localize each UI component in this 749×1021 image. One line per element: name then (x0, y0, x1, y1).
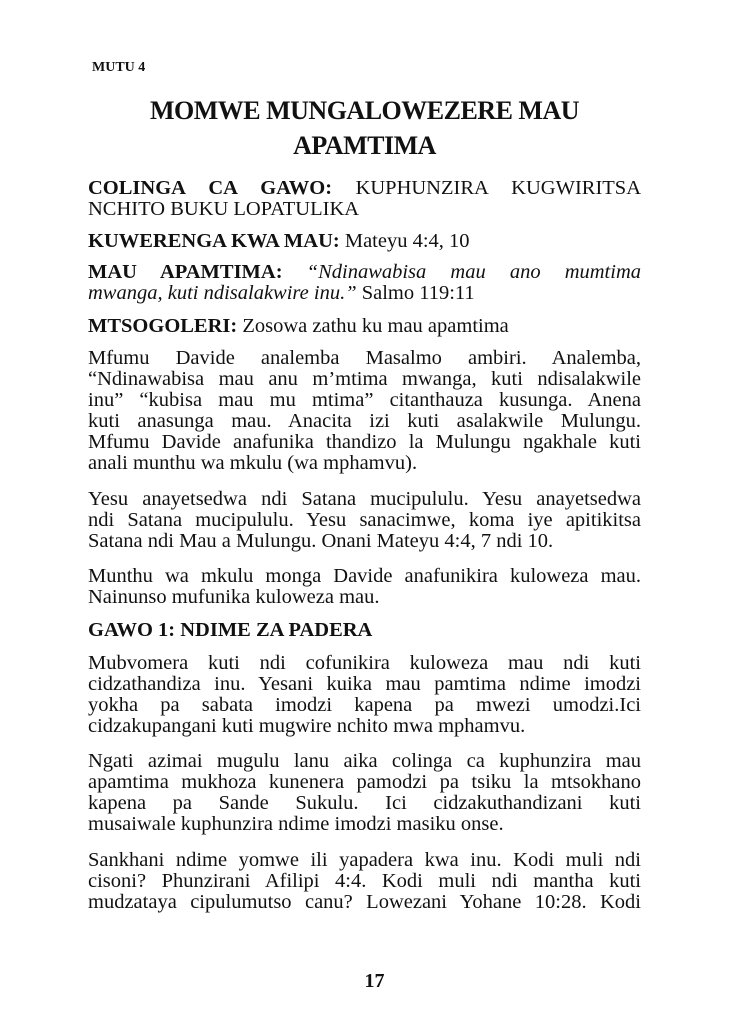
page-number: 17 (364, 970, 385, 992)
paragraph-2 (88, 489, 641, 552)
text-line: apamtima mukhoza kunenera pamodzi pa tsiku la mtsokhano (88, 771, 641, 793)
memory-verse (88, 262, 641, 304)
objective-text-2: NCHITO BUKU LOPATULIKA (88, 198, 360, 220)
reading-text: Mateyu 4:4, 10 (344, 230, 470, 252)
text-line: Yesu anayetsedwa ndi Satana mucipululu. Yesu anayetsedwa (88, 488, 641, 510)
lesson-objective (88, 178, 641, 220)
text-line: anali munthu wa mkulu (wa mphamvu). (88, 452, 418, 474)
page-title-line2: APAMTIMA (293, 131, 436, 160)
intro-text: Zosowa zathu ku mau apamtima (242, 315, 509, 337)
memory-verse-quote-2: mwanga, kuti ndisalakwire inu.” (88, 282, 357, 304)
paragraph-3 (88, 566, 641, 608)
text-line: yokha pa sabata imodzi kapena pa mwezi umodzi.Ici (88, 694, 641, 716)
memory-verse-ref: Salmo 119:11 (361, 282, 475, 304)
text-line: cisoni? Phunzirani Afilipi 4:4. Kodi muli ndi mantha kuti (88, 870, 641, 892)
text-line: kapena pa Sande Sukulu. Ici cidzakuthandizani kuti (88, 792, 641, 814)
text-line: ndi Satana mucipululu. Yesu sanacimwe, koma iye apitikitsa (88, 509, 641, 531)
text-line: inu” “kubisa mau mu mtima” citanthauza kusunga. Anena (88, 389, 641, 411)
text-line: Munthu wa mkulu monga Davide anafunikira kuloweza mau. (88, 565, 641, 587)
intro-label: MTSOGOLERI: (88, 315, 238, 337)
text-line: Satana ndi Mau a Mulungu. Onani Mateyu 4:4, 7 ndi 10. (88, 530, 554, 552)
text-line: Sankhani ndime yomwe ili yapadera kwa inu. Kodi muli ndi (88, 849, 641, 871)
text-line: musaiwale kuphunzira ndime imodzi masiku onse. (88, 813, 504, 835)
text-line: Mubvomera kuti ndi cofunikira kuloweza mau ndi kuti (88, 652, 641, 674)
text-line: Ngati azimai mugulu lanu aika colinga ca kuphunzira mau (88, 750, 641, 772)
section-heading (88, 620, 641, 641)
section-title: GAWO 1: NDIME ZA PADERA (88, 619, 373, 641)
memory-verse-quote-1: “Ndinawabisa mau ano mumtima (306, 261, 642, 283)
text-line: Mfumu Davide anafunika thandizo la Mulungu ngakhale kuti (88, 431, 641, 453)
paragraph-1 (88, 348, 641, 474)
text-line: Mfumu Davide analemba Masalmo ambiri. Analemba, (88, 347, 641, 369)
objective-label: COLINGA CA GAWO: (88, 177, 333, 199)
page-title-line1: MOMWE MUNGALOWEZERE MAU (149, 96, 580, 125)
objective-text-1: KUPHUNZIRA KUGWIRITSA (355, 177, 641, 199)
reading-label: KUWERENGA KWA MAU: (88, 230, 340, 252)
scripture-reading (88, 231, 641, 252)
memory-verse-label: MAU APAMTIMA: (88, 261, 283, 283)
text-line: cidzathandiza inu. Yesani kuika mau pamtima ndime imodzi (88, 673, 641, 695)
text-line: “Ndinawabisa mau anu m’mtima mwanga, kuti ndisalakwile (88, 368, 641, 390)
section-paragraph-2 (88, 751, 641, 835)
text-line: Nainunso mufunika kuloweza mau. (88, 586, 380, 608)
text-line: cidzakupangani kuti mugwire nchito mwa mphamvu. (88, 715, 526, 737)
text-line: kuti anasunga mau. Anacita izi kuti asalakwile Mulungu. (88, 410, 641, 432)
chapter-label: MUTU 4 (92, 60, 146, 75)
section-paragraph-1 (88, 653, 641, 737)
intro (88, 316, 641, 337)
section-paragraph-3 (88, 850, 641, 913)
text-line: mudzataya cipulumutso canu? Lowezani Yohane 10:28. Kodi (88, 891, 641, 913)
